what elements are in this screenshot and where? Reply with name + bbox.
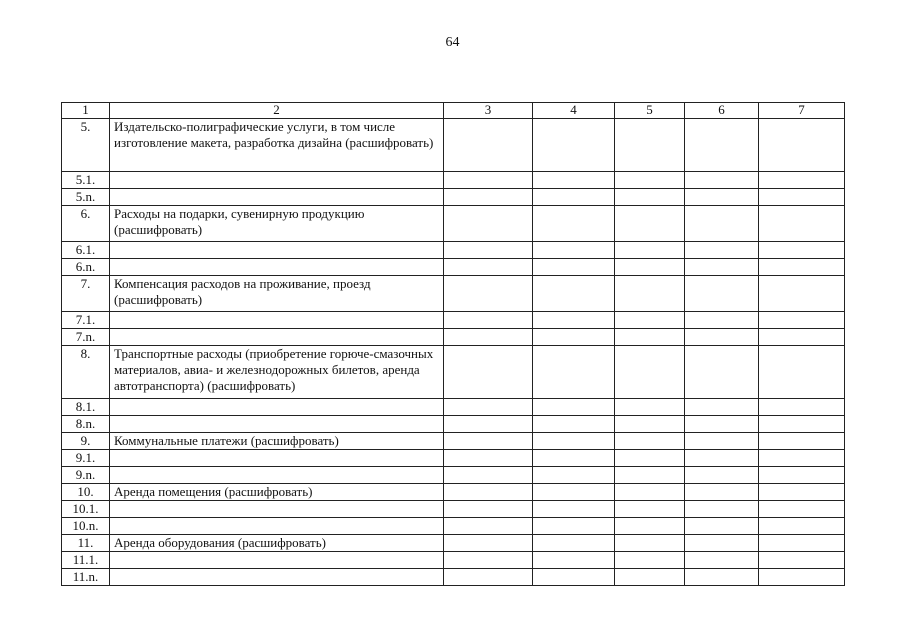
cell-col-4	[533, 242, 615, 259]
table-row	[62, 433, 845, 450]
cell-col-4	[533, 329, 615, 346]
row-label	[110, 501, 444, 518]
row-number: 5.1.	[62, 172, 110, 189]
row-label: Компенсация расходов на проживание, проезд (расшифровать)	[110, 276, 444, 312]
cell-col-5	[615, 329, 685, 346]
table-row	[62, 259, 845, 276]
cell-col-4	[533, 312, 615, 329]
cell-col-4	[533, 518, 615, 535]
row-number: 11.n.	[62, 569, 110, 586]
row-label	[110, 416, 444, 433]
row-number: 5.n.	[62, 189, 110, 206]
column-header-7: 7	[759, 103, 845, 119]
cell-col-6	[685, 329, 759, 346]
table-row	[62, 329, 845, 346]
cell-col-7	[759, 206, 845, 242]
cell-col-3	[444, 569, 533, 586]
table-row	[62, 552, 845, 569]
cell-col-3	[444, 433, 533, 450]
cell-col-6	[685, 450, 759, 467]
cell-col-3	[444, 312, 533, 329]
cell-col-7	[759, 119, 845, 172]
column-header-5: 5	[615, 103, 685, 119]
table-row	[62, 399, 845, 416]
cell-col-5	[615, 399, 685, 416]
row-label	[110, 329, 444, 346]
cell-col-5	[615, 172, 685, 189]
cell-col-6	[685, 119, 759, 172]
cell-col-3	[444, 416, 533, 433]
table-row	[62, 206, 845, 242]
row-label	[110, 450, 444, 467]
cell-col-3	[444, 276, 533, 312]
cell-col-5	[615, 242, 685, 259]
row-label	[110, 312, 444, 329]
cell-col-4	[533, 416, 615, 433]
page-number: 64	[445, 35, 460, 50]
row-label	[110, 172, 444, 189]
cell-col-3	[444, 552, 533, 569]
cell-col-3	[444, 450, 533, 467]
cell-col-4	[533, 206, 615, 242]
cell-col-6	[685, 399, 759, 416]
cell-col-6	[685, 518, 759, 535]
table-row	[62, 501, 845, 518]
cell-col-4	[533, 433, 615, 450]
cell-col-6	[685, 552, 759, 569]
row-number: 6.n.	[62, 259, 110, 276]
cell-col-4	[533, 119, 615, 172]
table-row	[62, 450, 845, 467]
cell-col-6	[685, 189, 759, 206]
cell-col-7	[759, 172, 845, 189]
cell-col-3	[444, 535, 533, 552]
cell-col-4	[533, 276, 615, 312]
cell-col-5	[615, 450, 685, 467]
table-row	[62, 189, 845, 206]
cell-col-4	[533, 399, 615, 416]
cell-col-6	[685, 433, 759, 450]
cell-col-7	[759, 535, 845, 552]
cell-col-4	[533, 552, 615, 569]
cell-col-5	[615, 206, 685, 242]
row-label	[110, 569, 444, 586]
cell-col-5	[615, 312, 685, 329]
cell-col-5	[615, 501, 685, 518]
cell-col-7	[759, 569, 845, 586]
row-number: 9.1.	[62, 450, 110, 467]
row-label	[110, 189, 444, 206]
cell-col-5	[615, 416, 685, 433]
row-label	[110, 467, 444, 484]
row-number: 7.	[62, 276, 110, 312]
row-number: 6.	[62, 206, 110, 242]
cell-col-3	[444, 467, 533, 484]
table-row	[62, 172, 845, 189]
table-row	[62, 276, 845, 312]
row-label: Аренда помещения (расшифровать)	[110, 484, 444, 501]
cell-col-3	[444, 119, 533, 172]
cell-col-4	[533, 259, 615, 276]
row-number: 5.	[62, 119, 110, 172]
cell-col-6	[685, 467, 759, 484]
row-number: 10.1.	[62, 501, 110, 518]
cell-col-7	[759, 346, 845, 399]
cell-col-3	[444, 399, 533, 416]
row-label: Издательско-полиграфические услуги, в том числе изготовление макета, разработка дизайна (расшифровать)	[110, 119, 444, 172]
cell-col-5	[615, 552, 685, 569]
row-number: 8.1.	[62, 399, 110, 416]
column-header-2: 2	[110, 103, 444, 119]
cell-col-3	[444, 518, 533, 535]
table-row	[62, 569, 845, 586]
header-row	[62, 103, 845, 119]
cell-col-6	[685, 484, 759, 501]
cell-col-6	[685, 346, 759, 399]
cell-col-6	[685, 569, 759, 586]
row-label: Коммунальные платежи (расшифровать)	[110, 433, 444, 450]
report-table	[61, 102, 845, 586]
table-row	[62, 346, 845, 399]
cell-col-7	[759, 329, 845, 346]
row-label: Аренда оборудования (расшифровать)	[110, 535, 444, 552]
cell-col-4	[533, 189, 615, 206]
cell-col-6	[685, 276, 759, 312]
row-number: 10.n.	[62, 518, 110, 535]
table-row	[62, 484, 845, 501]
cell-col-4	[533, 450, 615, 467]
cell-col-5	[615, 189, 685, 206]
column-header-4: 4	[533, 103, 615, 119]
cell-col-7	[759, 467, 845, 484]
cell-col-7	[759, 276, 845, 312]
cell-col-5	[615, 346, 685, 399]
cell-col-6	[685, 501, 759, 518]
column-header-1: 1	[62, 103, 110, 119]
row-number: 8.n.	[62, 416, 110, 433]
cell-col-3	[444, 242, 533, 259]
column-header-3: 3	[444, 103, 533, 119]
cell-col-5	[615, 259, 685, 276]
row-number: 10.	[62, 484, 110, 501]
cell-col-3	[444, 259, 533, 276]
cell-col-5	[615, 433, 685, 450]
cell-col-7	[759, 501, 845, 518]
row-number: 7.n.	[62, 329, 110, 346]
cell-col-5	[615, 119, 685, 172]
table-body	[62, 119, 845, 586]
cell-col-7	[759, 552, 845, 569]
cell-col-7	[759, 433, 845, 450]
cell-col-7	[759, 518, 845, 535]
table-row	[62, 467, 845, 484]
cell-col-7	[759, 450, 845, 467]
cell-col-3	[444, 501, 533, 518]
table-row	[62, 312, 845, 329]
table-row	[62, 535, 845, 552]
row-label	[110, 518, 444, 535]
cell-col-4	[533, 467, 615, 484]
column-header-6: 6	[685, 103, 759, 119]
cell-col-6	[685, 416, 759, 433]
row-number: 7.1.	[62, 312, 110, 329]
row-number: 9.n.	[62, 467, 110, 484]
row-number: 8.	[62, 346, 110, 399]
row-label: Расходы на подарки, сувенирную продукцию (расшифровать)	[110, 206, 444, 242]
row-number: 9.	[62, 433, 110, 450]
cell-col-5	[615, 569, 685, 586]
cell-col-7	[759, 189, 845, 206]
cell-col-4	[533, 484, 615, 501]
cell-col-5	[615, 467, 685, 484]
table-row	[62, 242, 845, 259]
cell-col-7	[759, 399, 845, 416]
row-label	[110, 259, 444, 276]
cell-col-3	[444, 189, 533, 206]
cell-col-4	[533, 346, 615, 399]
cell-col-4	[533, 569, 615, 586]
row-label	[110, 242, 444, 259]
cell-col-3	[444, 329, 533, 346]
cell-col-6	[685, 535, 759, 552]
cell-col-3	[444, 172, 533, 189]
cell-col-4	[533, 501, 615, 518]
cell-col-7	[759, 242, 845, 259]
cell-col-3	[444, 206, 533, 242]
cell-col-3	[444, 484, 533, 501]
cell-col-6	[685, 206, 759, 242]
row-number: 11.	[62, 535, 110, 552]
cell-col-7	[759, 416, 845, 433]
cell-col-4	[533, 535, 615, 552]
cell-col-6	[685, 172, 759, 189]
row-number: 6.1.	[62, 242, 110, 259]
cell-col-6	[685, 259, 759, 276]
row-label: Транспортные расходы (приобретение горюче-смазочных материалов, авиа- и железнодорожных билетов, аренда автотранспорта) (расшифровать)	[110, 346, 444, 399]
row-number: 11.1.	[62, 552, 110, 569]
cell-col-7	[759, 259, 845, 276]
table-row	[62, 416, 845, 433]
row-label	[110, 399, 444, 416]
cell-col-6	[685, 242, 759, 259]
cell-col-5	[615, 518, 685, 535]
cell-col-5	[615, 535, 685, 552]
cell-col-7	[759, 484, 845, 501]
cell-col-3	[444, 346, 533, 399]
cell-col-5	[615, 276, 685, 312]
table-row	[62, 518, 845, 535]
cell-col-5	[615, 484, 685, 501]
cell-col-7	[759, 312, 845, 329]
row-label	[110, 552, 444, 569]
table-row	[62, 119, 845, 172]
cell-col-6	[685, 312, 759, 329]
cell-col-4	[533, 172, 615, 189]
